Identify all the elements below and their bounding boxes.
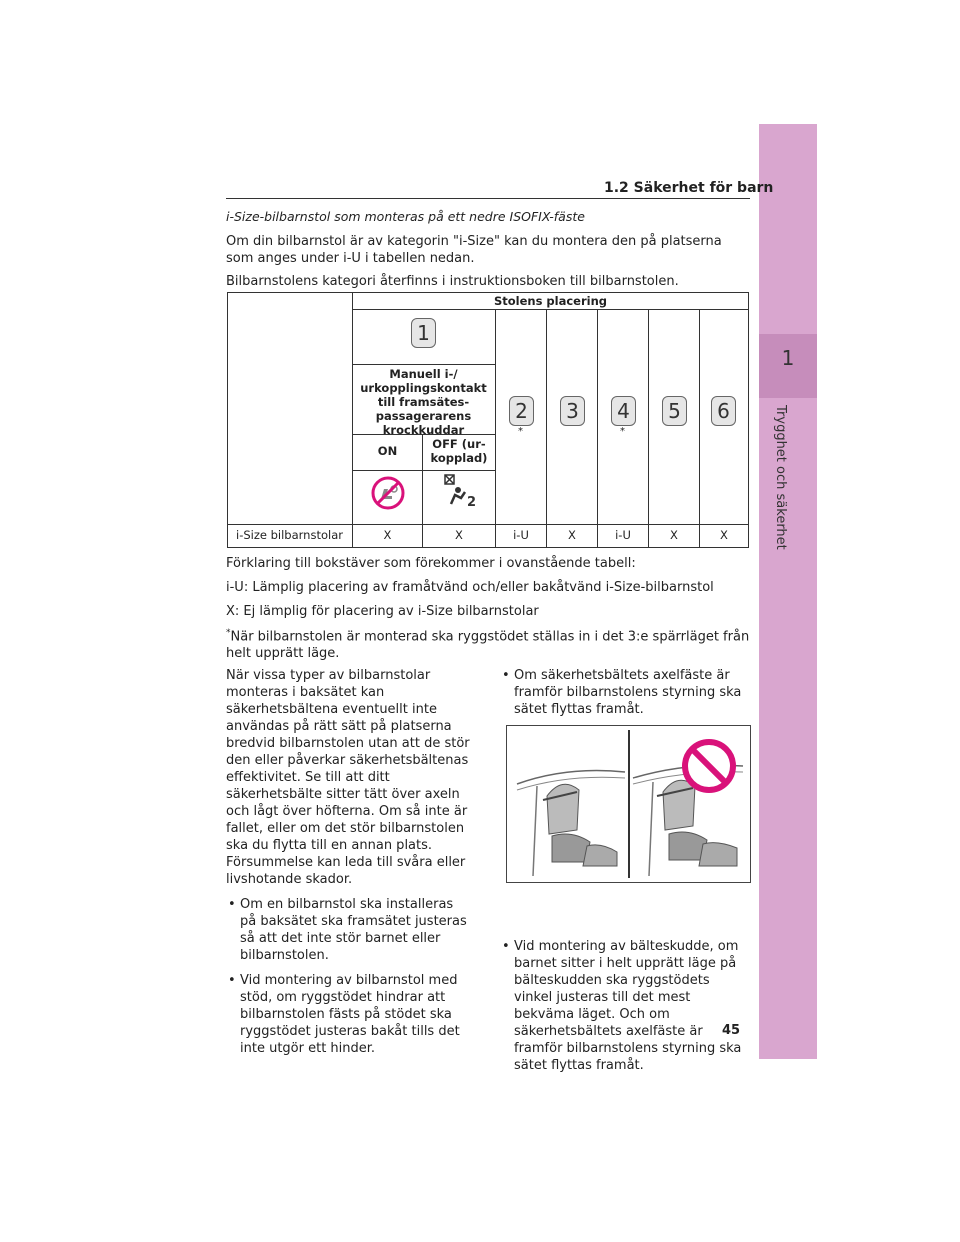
chapter-number: 1 (781, 346, 795, 370)
page-number: 45 (722, 1023, 741, 1038)
seat-3-icon: 3 (560, 396, 585, 426)
cell-seat4: i-U (615, 528, 631, 542)
explanation-x: X: Ej lämplig för placering av i-Size bilbarnstolar (226, 604, 539, 619)
seat-5-icon: 5 (662, 396, 687, 426)
footnote (226, 625, 750, 662)
cell-seat2: i-U (513, 528, 529, 542)
cell-seat5: X (670, 528, 678, 542)
section-header: 1.2 Säkerhet för barn (604, 180, 774, 196)
cell-seat3: X (568, 528, 576, 542)
footnote-mark: * (226, 628, 231, 638)
seat-placement-table (227, 292, 749, 548)
svg-text:2: 2 (467, 495, 477, 508)
chapter-title: Trygghet och säkerhet (773, 405, 788, 550)
left-paragraph: När vissa typer av bilbarnstolar monteras i baksätet kan säkerhetsbältena eventuellt inte användas på rätt sätt på platserna bredvid bilbarnstolen utan att de stör den eller påverkar säkerhetsbältenas effektivitet. Se till att ditt säkerhetsbälte sitter tätt över axeln och lågt över höfterna. Om så inte är fallet, eller om det stör bilbarnstolen ska du flytta till en annan plats. Försummelse kan leda till svåra eller livshotande skador. (226, 668, 470, 887)
list-item: • Om säkerhetsbältets axelfäste är framför bilbarnstolens styrning ska sätet flyttas framåt. (500, 667, 750, 718)
seat-4-icon: 4 (611, 396, 636, 426)
row-label: i-Size bilbarnstolar (236, 528, 343, 542)
prohibited-icon (685, 742, 733, 790)
list-item: • Vid montering av bilbarnstol med stöd, om ryggstödet hindrar att bilbarnstolen fästs på stödet ska ryggstödet justeras bakåt tills det inte utgör ett hinder. (226, 972, 470, 1057)
seat-4-asterisk: * (620, 426, 625, 437)
header-rule (226, 198, 750, 199)
airbag-on-prohibited-icon (370, 475, 406, 511)
intro-paragraph-1: Om din bilbarnstol är av kategorin "i-Size" kan du montera den på platserna som anges under i-U i tabellen nedan. (226, 234, 722, 266)
child-seat-illustrations (507, 726, 750, 882)
cell-seat1-on: X (383, 528, 392, 542)
airbag-switch-label: Manuell i-/ urkopplingskontakt till framsätes-passagerarens krockkuddar (360, 367, 487, 437)
airbag-off-icon (441, 472, 477, 508)
seat-2-asterisk: * (518, 426, 523, 437)
left-column (226, 667, 470, 1057)
cell-seat6: X (720, 528, 728, 542)
list-item: • Vid montering av bälteskudde, om barnet sitter i helt upprätt läge på bälteskudden ska ryggstödets vinkel justeras till det mest bekväma läget. Och om säkerhetsbältets axelfäste är framför bilbarnstolens styrning ska sätet flyttas framåt. (500, 938, 750, 1074)
list-item: • Om en bilbarnstol ska installeras på baksätet ska framsätet justeras så att det inte stör barnet eller bilbarnstolen. (226, 896, 470, 964)
airbag-off-label: OFF (ur-kopplad) (430, 437, 488, 465)
seat-adjustment-figure (506, 725, 751, 883)
side-tab (759, 124, 817, 1059)
seat-6-icon: 6 (711, 396, 736, 426)
footnote-text: När bilbarnstolen är monterad ska ryggstödet ställas in i det 3:e spärrläget från helt upprätt läge. (226, 629, 750, 662)
intro-paragraph-2: Bilbarnstolens kategori återfinns i instruktionsboken till bilbarnstolen. (226, 274, 679, 289)
explanation-iu: i-U: Lämplig placering av framåtvänd och/eller bakåtvänd i-Size-bilbarnstol (226, 580, 714, 595)
cell-seat1-off: X (455, 528, 463, 542)
seat-1-icon: 1 (411, 318, 436, 348)
table-heading: Stolens placering (493, 294, 608, 308)
subtitle: i-Size-bilbarnstol som monteras på ett nedre ISOFIX-fäste (226, 209, 585, 224)
seat-2-icon: 2 (509, 396, 534, 426)
child-seat-correct-illustration (517, 771, 625, 877)
explanation-title: Förklaring till bokstäver som förekommer i ovanstående tabell: (226, 556, 636, 571)
airbag-on-label: ON (377, 444, 398, 458)
